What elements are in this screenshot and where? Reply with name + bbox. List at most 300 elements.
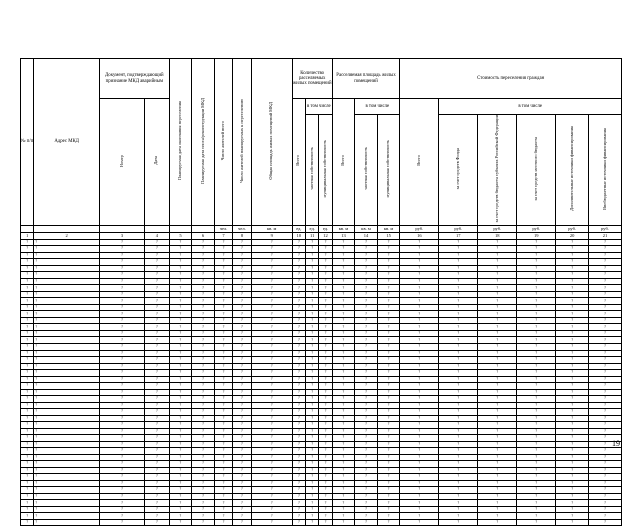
table-row-cell: ?	[478, 493, 517, 500]
col-document-header: Документ, подтверждающий признание МКД аварийным	[99, 59, 169, 99]
table-row-cell: ?	[233, 415, 251, 422]
table-row-cell: ?	[332, 402, 355, 409]
table-row-cell: ?	[319, 317, 332, 324]
table-row-cell: ?	[214, 363, 232, 370]
table-row-cell: ?	[439, 265, 478, 272]
table-row-cell: ?	[292, 487, 305, 494]
table-row-cell: ?	[556, 311, 589, 318]
table-row-cell: ?	[319, 415, 332, 422]
table-row-cell: ?	[589, 415, 622, 422]
table-row-cell: ?	[233, 422, 251, 429]
col-rooms-incl-header: в том числе	[306, 99, 333, 115]
table-row-cell: ?	[169, 519, 192, 526]
table-row-cell: ?	[192, 500, 215, 507]
table-row-cell: ?	[251, 415, 292, 422]
table-row-cell: ?	[21, 252, 34, 259]
table-row-cell: ?	[332, 376, 355, 383]
table-row-cell: ?	[99, 246, 144, 253]
table-row-cell: ?	[251, 337, 292, 344]
table-row-cell: ?	[251, 304, 292, 311]
table-row-cell: ?	[306, 311, 319, 318]
col-regional-budget-header: за счет средств бюджета субъекта Российской Федерации	[478, 115, 517, 226]
column-numbers-row-cell: 14	[355, 232, 378, 239]
table-row-cell: ?	[377, 467, 400, 474]
table-row-cell: ?	[332, 415, 355, 422]
table-row-cell: ?	[439, 441, 478, 448]
table-row-cell: ?	[251, 487, 292, 494]
table-row-cell: ?	[478, 448, 517, 455]
table-row-cell: ?	[439, 246, 478, 253]
table-row-cell: ?	[319, 389, 332, 396]
table-row-cell: ?	[292, 519, 305, 526]
table-row-cell: ?	[400, 239, 439, 246]
table-row-cell: ?	[517, 259, 556, 266]
table-row-cell: ?	[21, 454, 34, 461]
table-row-cell: ?	[556, 493, 589, 500]
table-row-cell: ?	[377, 402, 400, 409]
table-row-cell: ?	[306, 317, 319, 324]
table-row-cell: ?	[145, 311, 170, 318]
table-row-cell: ?	[192, 304, 215, 311]
table-row-cell: ?	[355, 285, 378, 292]
units-row-cell: ед.	[292, 225, 305, 232]
table-row-cell: ?	[145, 441, 170, 448]
table-row-cell: ?	[319, 252, 332, 259]
column-numbers-row-cell: 8	[233, 232, 251, 239]
table-row-cell: ?	[21, 448, 34, 455]
table-row-cell: ?	[169, 474, 192, 481]
table-row-cell: ?	[556, 487, 589, 494]
table-row-cell: ?	[145, 350, 170, 357]
table-row-cell: ?	[319, 278, 332, 285]
table-row-cell: ?	[556, 330, 589, 337]
table-row-cell: ?	[589, 350, 622, 357]
table-row-cell: ?	[517, 383, 556, 390]
table-row-cell: ?	[478, 389, 517, 396]
table-row-cell: ?	[355, 370, 378, 377]
table-row-cell: ?	[400, 506, 439, 513]
table-row-cell: ?	[145, 357, 170, 364]
table-row-cell: ?	[355, 291, 378, 298]
table-row-cell: ?	[145, 461, 170, 468]
table-row-cell: ?	[556, 506, 589, 513]
table-row-cell: ?	[169, 428, 192, 435]
table-row-cell: ?	[21, 487, 34, 494]
table-row-cell: ?	[292, 422, 305, 429]
table-row-cell: ?	[400, 435, 439, 442]
table-row-cell: ?	[145, 513, 170, 520]
table-row-cell: ?	[251, 467, 292, 474]
page-number: 19	[612, 439, 620, 448]
table-row-cell: ?	[439, 350, 478, 357]
table-row-cell: ?	[145, 317, 170, 324]
table-row-cell: ?	[355, 493, 378, 500]
table-row-cell: ?	[169, 513, 192, 520]
table-row-cell: ?	[306, 513, 319, 520]
table-row-cell: ?	[355, 239, 378, 246]
table-row-cell: ?	[306, 441, 319, 448]
table-row-cell: ?	[556, 272, 589, 279]
table-row-cell: ?	[192, 480, 215, 487]
table-row-cell: ?	[34, 272, 100, 279]
table-row-cell: ?	[306, 343, 319, 350]
table-row-cell: ?	[233, 519, 251, 526]
table-row-cell: ?	[169, 298, 192, 305]
table-row-cell: ?	[377, 291, 400, 298]
table-row-cell: ?	[589, 428, 622, 435]
table-row-cell: ?	[306, 357, 319, 364]
table-row-cell: ?	[21, 278, 34, 285]
table-row-cell: ?	[332, 337, 355, 344]
table-row-cell: ?	[34, 278, 100, 285]
table-row-cell: ?	[21, 304, 34, 311]
table-row-cell: ?	[355, 298, 378, 305]
table-row-cell: ?	[355, 278, 378, 285]
table-row-cell: ?	[99, 350, 144, 357]
table-row-cell: ?	[556, 415, 589, 422]
table-row-cell: ?	[355, 487, 378, 494]
table-row-cell: ?	[99, 343, 144, 350]
table-row-cell: ?	[319, 493, 332, 500]
table-row-cell: ?	[251, 513, 292, 520]
table-row-cell: ?	[377, 304, 400, 311]
table-row-cell: ?	[251, 370, 292, 377]
table-row-cell: ?	[233, 278, 251, 285]
table-row-cell: ?	[169, 396, 192, 403]
table-row-cell: ?	[306, 435, 319, 442]
table-row-cell: ?	[517, 402, 556, 409]
table-row-cell: ?	[306, 480, 319, 487]
table-row-cell: ?	[400, 265, 439, 272]
table-row-cell: ?	[439, 519, 478, 526]
table-row-cell: ?	[377, 428, 400, 435]
table-row-cell: ?	[306, 272, 319, 279]
table-row-cell: ?	[251, 461, 292, 468]
table-row-cell: ?	[377, 363, 400, 370]
table-row-cell: ?	[517, 272, 556, 279]
table-row-cell: ?	[34, 330, 100, 337]
table-row-cell: ?	[192, 461, 215, 468]
table-row-cell: ?	[589, 363, 622, 370]
table-row-cell: ?	[169, 252, 192, 259]
table-row-cell: ?	[145, 519, 170, 526]
table-row-cell: ?	[517, 285, 556, 292]
table-row-cell: ?	[292, 252, 305, 259]
table-row-cell: ?	[251, 441, 292, 448]
table-row-cell: ?	[355, 441, 378, 448]
table-row-cell: ?	[192, 409, 215, 416]
table-row-cell: ?	[99, 519, 144, 526]
table-row-cell: ?	[517, 500, 556, 507]
table-row-cell: ?	[292, 291, 305, 298]
table-row-cell: ?	[400, 428, 439, 435]
table-row-cell: ?	[556, 350, 589, 357]
table-row-cell: ?	[306, 285, 319, 292]
table-row-cell: ?	[21, 428, 34, 435]
table-row-cell: ?	[292, 239, 305, 246]
table-row-cell: ?	[251, 291, 292, 298]
table-row-cell: ?	[319, 487, 332, 494]
table-row-cell: ?	[589, 461, 622, 468]
table-row-cell: ?	[439, 239, 478, 246]
table-row-cell: ?	[400, 304, 439, 311]
table-row-cell: ?	[233, 363, 251, 370]
table-row-cell: ?	[589, 389, 622, 396]
table-row-cell: ?	[306, 402, 319, 409]
table-row-cell: ?	[214, 272, 232, 279]
table-row-cell: ?	[169, 376, 192, 383]
table-row-cell: ?	[355, 519, 378, 526]
table-row-cell: ?	[306, 487, 319, 494]
table-row-cell: ?	[251, 252, 292, 259]
table-row-cell: ?	[99, 454, 144, 461]
table-row-cell: ?	[439, 357, 478, 364]
table-row-cell: ?	[233, 500, 251, 507]
units-row-cell: руб.	[478, 225, 517, 232]
table-row-cell: ?	[355, 448, 378, 455]
table-row-cell: ?	[251, 324, 292, 331]
table-row-cell: ?	[556, 500, 589, 507]
table-row-cell: ?	[21, 474, 34, 481]
table-row-cell: ?	[517, 330, 556, 337]
table-row-cell: ?	[332, 370, 355, 377]
units-row-cell	[169, 225, 192, 232]
table-row-cell: ?	[169, 422, 192, 429]
table-row-cell: ?	[99, 311, 144, 318]
table-row-cell: ?	[319, 337, 332, 344]
table-row-cell: ?	[99, 402, 144, 409]
table-row-cell: ?	[169, 506, 192, 513]
table-row-cell: ?	[319, 513, 332, 520]
table-row-cell: ?	[251, 480, 292, 487]
column-numbers-row-cell: 12	[319, 232, 332, 239]
units-row-cell	[21, 225, 34, 232]
table-row-cell: ?	[556, 324, 589, 331]
table-row-cell: ?	[251, 298, 292, 305]
table-row-cell: ?	[251, 376, 292, 383]
table-row-cell: ?	[192, 513, 215, 520]
column-numbers-row	[21, 232, 622, 239]
table-row-cell: ?	[319, 285, 332, 292]
table-row-cell: ?	[306, 304, 319, 311]
table-row-cell: ?	[439, 500, 478, 507]
table-row-cell: ?	[377, 265, 400, 272]
table-row-cell: ?	[233, 330, 251, 337]
table-row-cell: ?	[214, 259, 232, 266]
table-row-cell: ?	[355, 350, 378, 357]
table-row-cell: ?	[292, 396, 305, 403]
column-numbers-row-cell: 10	[292, 232, 305, 239]
table-row-cell: ?	[34, 317, 100, 324]
table-row-cell: ?	[355, 480, 378, 487]
table-row-cell: ?	[400, 376, 439, 383]
table-row-cell: ?	[192, 311, 215, 318]
table-row-cell: ?	[99, 409, 144, 416]
table-row-cell: ?	[355, 389, 378, 396]
table-row-cell: ?	[251, 311, 292, 318]
table-row-cell: ?	[400, 513, 439, 520]
table-row-cell: ?	[292, 370, 305, 377]
table-row-cell: ?	[332, 480, 355, 487]
table-row-cell: ?	[34, 513, 100, 520]
table-row-cell: ?	[319, 298, 332, 305]
table-row-cell: ?	[214, 448, 232, 455]
table-row-cell: ?	[233, 311, 251, 318]
table-row-cell: ?	[34, 409, 100, 416]
table-row-cell: ?	[377, 396, 400, 403]
table-row-cell: ?	[556, 343, 589, 350]
table-row-cell: ?	[233, 317, 251, 324]
col-rooms-private-header: частная собственность	[306, 115, 319, 226]
table-row-cell: ?	[251, 422, 292, 429]
table-row-cell: ?	[355, 422, 378, 429]
table-row-cell: ?	[589, 246, 622, 253]
col-rooms-header: Количество расселяемых жилых помещений	[292, 59, 332, 99]
table-row-cell: ?	[332, 259, 355, 266]
table-row-cell: ?	[478, 500, 517, 507]
table-row-cell: ?	[169, 259, 192, 266]
table-row-cell: ?	[517, 474, 556, 481]
table-row-cell: ?	[214, 389, 232, 396]
table-row-cell: ?	[556, 422, 589, 429]
table-row-cell: ?	[34, 493, 100, 500]
table-row-cell: ?	[332, 363, 355, 370]
table-row-cell: ?	[169, 304, 192, 311]
table-row-cell: ?	[233, 304, 251, 311]
table-row-cell: ?	[319, 461, 332, 468]
table-row-cell: ?	[292, 493, 305, 500]
table-row-cell: ?	[478, 272, 517, 279]
table-row-cell: ?	[292, 467, 305, 474]
table-row-cell: ?	[589, 448, 622, 455]
table-row-cell: ?	[517, 324, 556, 331]
table-row-cell: ?	[251, 259, 292, 266]
column-numbers-row-cell: 6	[192, 232, 215, 239]
table-row-cell: ?	[292, 376, 305, 383]
table-row-cell: ?	[439, 311, 478, 318]
table-row-cell: ?	[21, 363, 34, 370]
table-row-cell: ?	[517, 304, 556, 311]
table-row-cell: ?	[169, 383, 192, 390]
table-row-cell: ?	[319, 441, 332, 448]
table-row-cell: ?	[145, 239, 170, 246]
table-row-cell: ?	[306, 467, 319, 474]
table-row-cell: ?	[306, 422, 319, 429]
table-row-cell: ?	[145, 454, 170, 461]
table-row-cell: ?	[169, 435, 192, 442]
resettlement-table	[20, 58, 622, 526]
table-row-cell: ?	[34, 304, 100, 311]
table-row-cell: ?	[169, 311, 192, 318]
table-row-cell: ?	[377, 239, 400, 246]
table-row-cell: ?	[589, 519, 622, 526]
table-row-cell: ?	[319, 239, 332, 246]
table-row-cell: ?	[233, 370, 251, 377]
table-row-cell: ?	[589, 467, 622, 474]
table-row-cell: ?	[319, 435, 332, 442]
table-row-cell: ?	[517, 441, 556, 448]
table-row-cell: ?	[517, 506, 556, 513]
table-row-cell: ?	[251, 383, 292, 390]
table-row-cell: ?	[377, 480, 400, 487]
col-demolish-date-header: Планируемая дата сноса/реконструкции МКД	[192, 59, 215, 226]
table-row-cell: ?	[517, 461, 556, 468]
table-row-cell: ?	[145, 376, 170, 383]
table-row-cell: ?	[439, 415, 478, 422]
table-row-cell: ?	[478, 363, 517, 370]
table-row-cell: ?	[355, 409, 378, 416]
units-row-cell	[34, 225, 100, 232]
table-row-cell: ?	[251, 265, 292, 272]
table-row-cell: ?	[332, 272, 355, 279]
table-row-cell: ?	[400, 343, 439, 350]
table-row-cell: ?	[332, 454, 355, 461]
table-row-cell: ?	[214, 376, 232, 383]
table-row-cell: ?	[439, 383, 478, 390]
table-row-cell: ?	[332, 467, 355, 474]
table-row-cell: ?	[251, 448, 292, 455]
table-row-cell: ?	[478, 259, 517, 266]
table-row-cell: ?	[292, 330, 305, 337]
table-row-cell: ?	[99, 291, 144, 298]
table-row-cell: ?	[319, 259, 332, 266]
table-row-cell: ?	[169, 357, 192, 364]
table-row-cell: ?	[306, 448, 319, 455]
table-row-cell: ?	[99, 487, 144, 494]
table-row-cell: ?	[34, 337, 100, 344]
col-area-incl-header: в том числе	[355, 99, 400, 115]
table-row-cell: ?	[377, 298, 400, 305]
table-row-cell: ?	[355, 376, 378, 383]
col-area-municipal-header: муниципальная собственность	[377, 115, 400, 226]
table-row-cell: ?	[332, 239, 355, 246]
table-row-cell: ?	[233, 343, 251, 350]
table-row-cell: ?	[319, 506, 332, 513]
table-row-cell: ?	[319, 422, 332, 429]
table-row-cell: ?	[400, 291, 439, 298]
units-row-cell: ед.	[306, 225, 319, 232]
table-row-cell: ?	[251, 357, 292, 364]
table-row-cell: ?	[21, 311, 34, 318]
table-row-cell: ?	[478, 317, 517, 324]
table-row-cell: ?	[233, 396, 251, 403]
table-row-cell: ?	[145, 487, 170, 494]
table-row-cell: ?	[589, 513, 622, 520]
table-row-cell: ?	[439, 428, 478, 435]
table-row-cell: ?	[319, 311, 332, 318]
table-row-cell: ?	[21, 337, 34, 344]
table-row-cell: ?	[355, 467, 378, 474]
table-row-cell: ?	[377, 389, 400, 396]
units-row-cell: руб.	[400, 225, 439, 232]
table-row-cell: ?	[21, 402, 34, 409]
table-row-cell: ?	[332, 278, 355, 285]
table-row-cell: ?	[99, 278, 144, 285]
table-row-cell: ?	[439, 396, 478, 403]
table-row-cell: ?	[233, 291, 251, 298]
table-row-cell: ?	[192, 402, 215, 409]
table-row-cell: ?	[21, 343, 34, 350]
table-row-cell: ?	[292, 350, 305, 357]
table-row-cell: ?	[145, 383, 170, 390]
table-row-cell: ?	[292, 304, 305, 311]
table-row-cell: ?	[332, 487, 355, 494]
table-row-cell: ?	[233, 441, 251, 448]
table-row-cell: ?	[99, 513, 144, 520]
table-row-cell: ?	[251, 350, 292, 357]
table-row-cell: ?	[589, 252, 622, 259]
table-row-cell: ?	[169, 441, 192, 448]
